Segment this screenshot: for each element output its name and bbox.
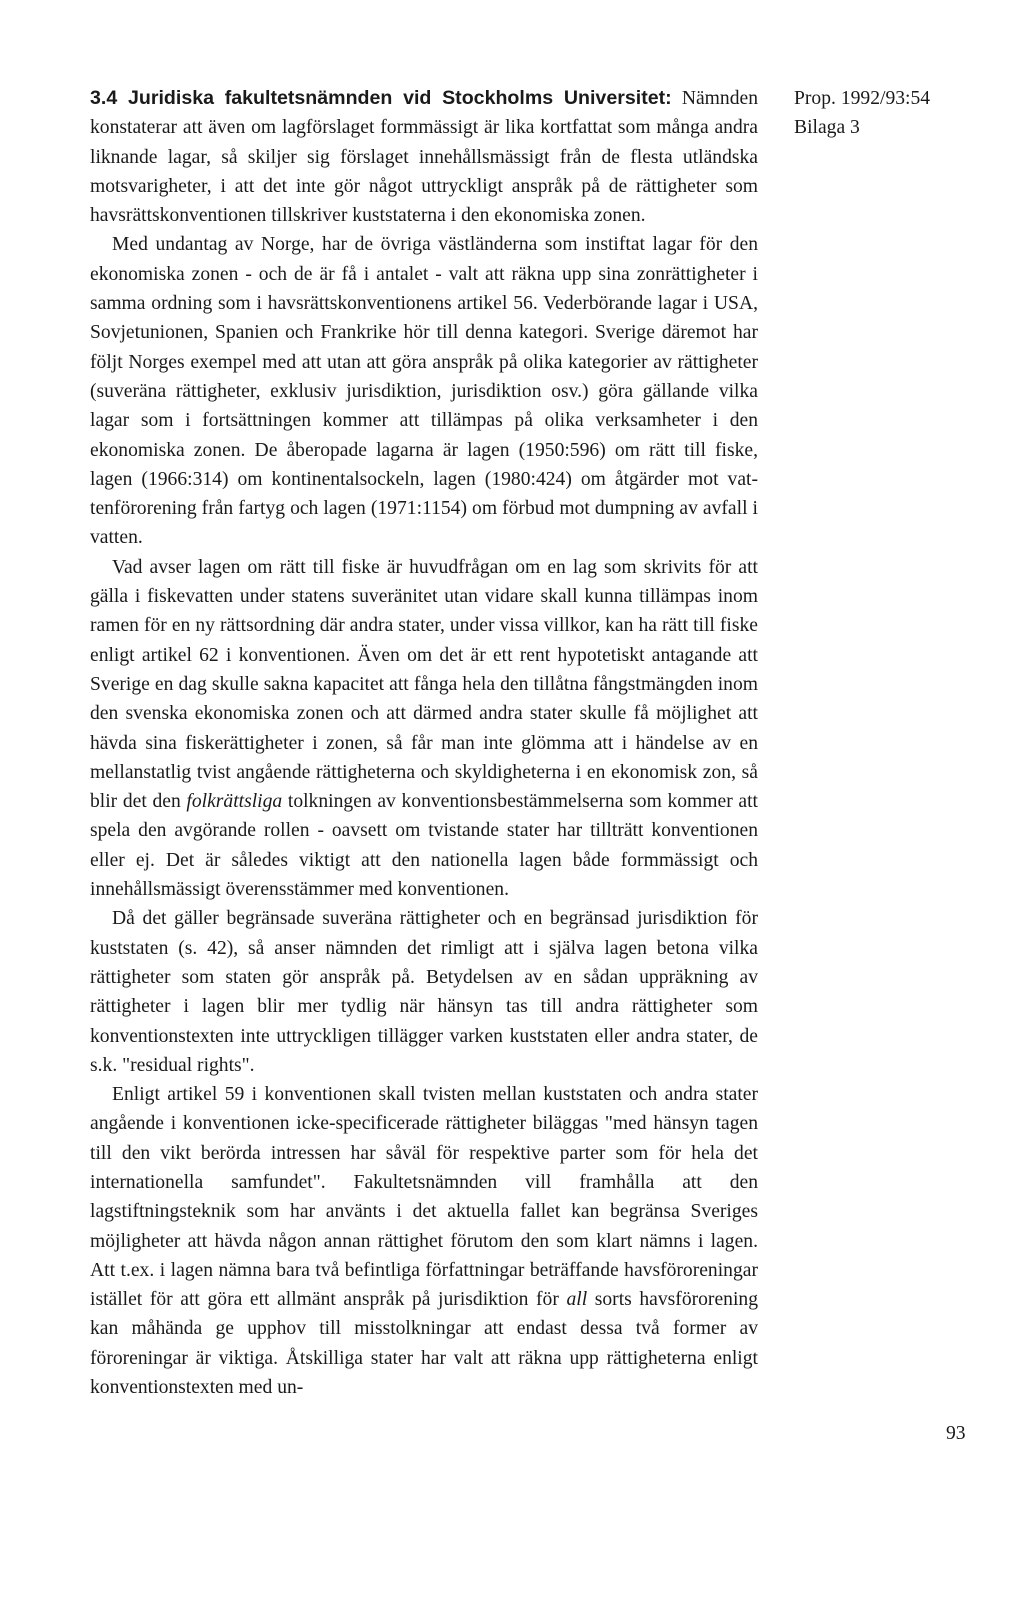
paragraph-1 xyxy=(90,84,758,230)
paragraph-5-text-b: sorts havsförorening kan måhända ge upphov till misstolkningar att endast dessa två former av föroreningar är viktiga. Åtskilliga stater har valt att räkna upp rättigheterna enligt konventionstexten med un- xyxy=(90,1289,758,1399)
paragraph-3 xyxy=(90,553,758,905)
paragraph-1-text: Nämnden konstaterar att även om lagförslaget formmässigt är lika kortfattat som många andra liknande lagar, så skiljer sig förslaget innehållsmässigt från de flesta utländska motsvarigheter, i att det inte gör något uttryckligt anspråk på de rättigheter som havsrättskonventionen tillskriver kuststaterna i den ekonomiska zonen. xyxy=(90,88,759,227)
bilaga-label: Bilaga 3 xyxy=(794,117,860,139)
paragraph-5-text-a: Enligt artikel 59 i konventionen skall tvisten mellan kuststaten och andra stater angående i konventionen icke-specificerade rättigheter biläggas "med hänsyn tagen till den vikt berörda intressen har såväl för respektive parter som för hela det internationella samfundet". Fakultetsnämnden vill framhålla att den lagstiftningsteknik som har använts i det aktuella fallet kan begränsa Sveriges möjligheter att hävda någon annan rättighet förutom den som klart nämns i lagen. Att t.ex. i lagen nämna bara två befintliga författningar beträffande havsföroreningar istället för att göra ett allmänt anspråk på jurisdiktion för xyxy=(90,1084,758,1311)
section-heading xyxy=(90,87,672,109)
margin-header xyxy=(794,84,984,143)
main-text-column xyxy=(90,84,758,1402)
section-heading-text: Juridiska fakultetsnämnden vid Stockholms Universitet: xyxy=(127,87,672,109)
section-number: 3.4 xyxy=(90,87,118,109)
paragraph-2: Med undantag av Norge, har de övriga västländerna som instiftat lagar för den ekonomiska zonen - och de är få i antalet - valt att räkna upp sina zonrättigheter i samma ordning som i havsrättskonventionens artikel 56. Vederbörande lagar i USA, Sovjetunionen, Spanien och Frankrike hör till denna kategori. Sverige däremot har följt Norges exempel med att utan att göra anspråk på olika kategorier av rättigheter (suveräna rättigheter, exklusiv jurisdiktion, jurisdiktion osv.) göra gällande vilka lagar som i fortsättningen kommer att tillämpas på olika verksamheter i den ekonomiska zonen. De åberopade lagarna är lagen (1950:596) om rätt till fiske, lagen (1966:314) om kontinentalsockeln, lagen (1980:424) om åtgärder mot vattenförorening från fartyg och lagen (1971:1154) om förbud mot dumpning av avfall i vatten. xyxy=(90,234,758,549)
paragraph-3-italic: folkrättsliga xyxy=(186,791,283,813)
paragraph-3-text-a: Vad avser lagen om rätt till fiske är huvudfrågan om en lag som skrivits för att gälla i fiskevatten under statens suveränitet utan vidare skall kunna tillämpas inom ramen för en ny rättsordning där andra stater, under vissa villkor, kan ha rätt till fiske enligt artikel 62 i konventionen. Även om det är ett rent hypotetiskt antagande att Sverige en dag skulle sakna kapacitet att fånga hela den tillåtna fångstmängden inom den svenska ekonomiska zonen och att därmed andra stater skulle få möjlighet att hävda sina fiskerättigheter i zonen, så får man inte glömma att i händelse av en mellanstatlig tvist angående rättigheterna och skyldigheterna i en ekonomisk zon, så blir det den xyxy=(90,556,758,813)
paragraph-5-italic: all xyxy=(566,1289,588,1311)
prop-reference: Prop. 1992/93:54 xyxy=(794,88,931,109)
paragraph-4: Då det gäller begränsade suveräna rättigheter och en begränsad jurisdiktion för kuststaten (s. 42), så anser nämnden det rimligt att i själva lagen betona vilka rättigheter som staten gör anspråk på. Betydelsen av en sådan uppräkning av rättigheter i lagen blir mer tydlig när hänsyn tas till andra rättigheter som konventionstexten inte uttryckligen tillägger varken kuststaten eller andra stater, de s.k. "residual rights". xyxy=(90,908,758,1076)
page-number: 93 xyxy=(946,1423,966,1444)
paragraph-3-text-b: tolkningen av konventionsbestämmelserna som kommer att spela den avgörande rollen - oavsett om tvistande stater har tillträtt konventionen eller ej. Det är således viktigt att den nationella lagen både formmässigt och innehållsmässigt överensstämmer med konventionen. xyxy=(90,791,758,901)
paragraph-5 xyxy=(90,1080,758,1402)
